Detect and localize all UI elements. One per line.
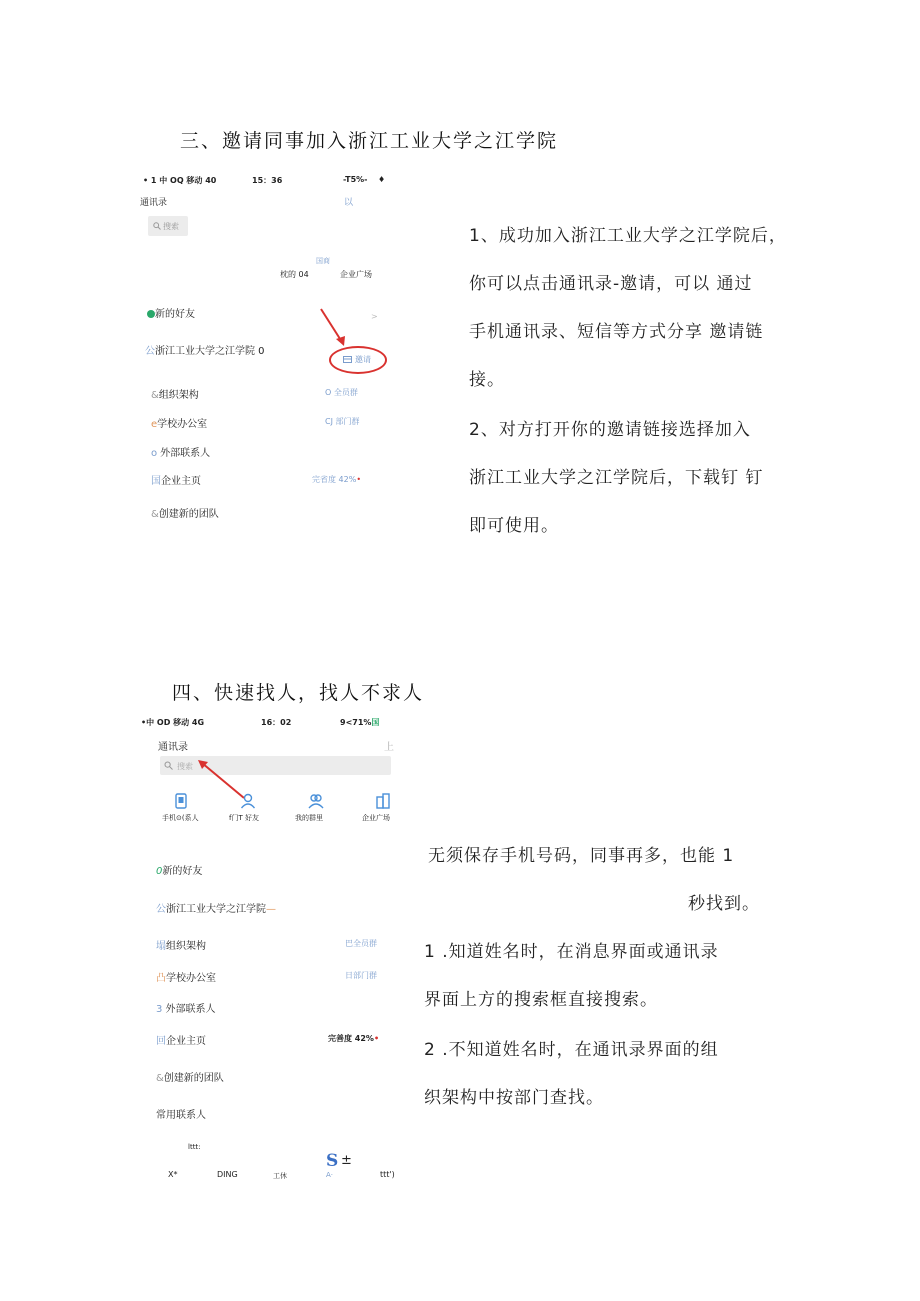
phone-contacts-icon[interactable] — [174, 793, 188, 809]
external-contacts-icon: o — [151, 448, 158, 459]
quick-label-my-groups[interactable]: 我的群里 — [295, 814, 323, 822]
section3-heading: 三、邀请同事加入浙江工业大学之江学院 — [180, 130, 559, 152]
list-item-external-contacts[interactable]: 3 外部联系人 — [156, 1004, 216, 1015]
page-title: 通讯录 — [158, 742, 188, 753]
new-friends-icon — [147, 310, 155, 318]
quick-label-enterprise-square[interactable]: 企业广场 — [362, 814, 390, 822]
my-groups-icon[interactable] — [308, 793, 324, 809]
section4-paragraph-2: 秒找到。 — [688, 894, 760, 914]
search-icon — [164, 761, 173, 770]
list-item-org-structure[interactable]: &组织架构 — [151, 390, 199, 401]
quick-label-left[interactable]: 枕的 04 — [280, 270, 309, 279]
company-icon: 公 — [156, 904, 166, 915]
all-members-group[interactable]: O 全员群 — [325, 388, 358, 397]
section3-paragraph-3: 手机通讯录、短信等方式分享 邀请链 — [469, 322, 764, 342]
search-placeholder: 搜索 — [177, 762, 193, 771]
status-carrier: • 1 中 OQ 移动 40 — [143, 176, 217, 185]
office-icon: e — [151, 419, 158, 430]
enterprise-home-icon: 回 — [156, 1036, 166, 1047]
office-icon: 凸 — [156, 973, 166, 984]
invite-icon — [343, 355, 352, 364]
enterprise-square-label[interactable]: 企业广场 — [340, 270, 372, 279]
status-battery: -T5%- — [343, 175, 368, 184]
list-item-new-friends[interactable]: 0新的好友 — [156, 866, 203, 877]
list-item-new-friends[interactable]: 新的好友 — [147, 305, 195, 320]
section4-paragraph-4: 界面上方的搜索框直接搜索。 — [424, 990, 658, 1010]
list-item-organization[interactable]: 公浙江工业大学之江学院— — [156, 904, 276, 915]
quick-label-friends[interactable]: f门T 好友 — [229, 814, 259, 822]
company-icon: 公 — [145, 346, 155, 357]
list-item-organization[interactable]: 公浙江工业大学之江学院 0 — [145, 346, 265, 357]
tab-contacts[interactable]: A· — [326, 1171, 334, 1179]
section4-heading: 四、快速找人，找人不求人 — [172, 682, 425, 704]
section3-paragraph-7: 即可使用。 — [469, 516, 559, 536]
department-group[interactable]: CJ 部门群 — [325, 417, 360, 426]
add-icon[interactable]: 以 — [344, 198, 354, 208]
status-carrier: •中 OD 移动 4G — [141, 718, 205, 727]
small-label: 国商 — [316, 257, 330, 265]
list-item-enterprise-home[interactable]: 国企业主页 — [151, 476, 201, 487]
all-members-group[interactable]: 巴全员群 — [345, 939, 377, 948]
quick-label-phone-contacts[interactable]: 手机⊙(系人 — [162, 814, 199, 822]
create-team-icon: & — [156, 1073, 164, 1084]
section3-paragraph-6: 浙江工业大学之江学院后，下载钉 钉 — [469, 468, 764, 488]
search-icon — [153, 222, 161, 230]
section4-paragraph-5: 2 .不知道姓名时，在通讯录界面的组 — [424, 1040, 719, 1060]
invite-button[interactable] — [329, 346, 387, 374]
create-team-icon: & — [151, 509, 159, 520]
chevron-right-icon: > — [371, 312, 378, 321]
friends-icon[interactable] — [240, 793, 256, 809]
add-icon[interactable]: 上 — [384, 742, 394, 753]
search-screenshot — [140, 714, 402, 1184]
status-battery: 9<71%国 — [340, 718, 380, 727]
search-input[interactable] — [148, 216, 188, 236]
frequent-contacts-header: 常用联系人 — [156, 1110, 206, 1121]
org-structure-icon: & — [151, 390, 159, 401]
tab-me[interactable]: ttt') — [380, 1170, 395, 1179]
section3-paragraph-5: 2、对方打开你的邀请链接选择加入 — [469, 420, 751, 440]
invite-label: 邀请 — [355, 355, 371, 364]
tab-ding[interactable]: DING — [217, 1170, 238, 1179]
department-group[interactable]: 日部门群 — [345, 971, 377, 980]
list-item-create-team[interactable]: &创建新的团队 — [156, 1073, 224, 1084]
status-time: 15：36 — [252, 176, 283, 185]
red-arrow-annotation — [318, 306, 348, 348]
section4-paragraph-3: 1 .知道姓名时，在消息界面或通讯录 — [424, 942, 719, 962]
new-friends-icon: 0 — [156, 866, 163, 877]
tab-badge-text: lttt: — [188, 1143, 201, 1151]
list-item-enterprise-home[interactable]: 回企业主页 — [156, 1036, 206, 1047]
search-input[interactable] — [160, 756, 391, 775]
list-item-org-structure[interactable]: 塌组织架构 — [156, 941, 206, 952]
tab-messages[interactable]: X* — [168, 1170, 178, 1179]
tab-plus-icon[interactable]: ± — [341, 1153, 352, 1168]
enterprise-square-icon[interactable] — [375, 793, 391, 809]
status-bullet: ♦ — [378, 175, 386, 184]
section3-paragraph-4: 接。 — [469, 370, 505, 390]
org-structure-icon: 塌 — [156, 941, 166, 952]
completion-status: 完善度 42%• — [328, 1034, 380, 1043]
status-time: 16：02 — [261, 718, 292, 727]
red-arrow-annotation — [196, 758, 246, 800]
section3-paragraph-1: 1、成功加入浙江工业大学之江学院后， — [469, 226, 787, 246]
tab-logo-icon[interactable]: S — [326, 1151, 339, 1171]
list-item-create-team[interactable]: &创建新的团队 — [151, 509, 219, 520]
invite-screenshot — [140, 172, 400, 532]
tab-work[interactable]: 工休 — [273, 1172, 287, 1180]
external-contacts-icon: 3 — [156, 1004, 163, 1015]
search-placeholder: 搜索 — [163, 222, 179, 231]
section4-paragraph-1: 无须保存手机号码，同事再多，也能 1 — [428, 846, 735, 866]
enterprise-home-icon: 国 — [151, 476, 161, 487]
completion-status: 完省度 42%• — [312, 475, 362, 484]
section4-paragraph-6: 织架构中按部门查找。 — [424, 1088, 604, 1108]
list-item-school-office[interactable]: 凸学校办公室 — [156, 973, 216, 984]
list-item-school-office[interactable]: e学校办公室 — [151, 419, 208, 430]
list-item-external-contacts[interactable]: o 外部联系人 — [151, 448, 211, 459]
page-title: 通讯录 — [140, 198, 168, 208]
section3-paragraph-2: 你可以点击通讯录-邀请，可以 通过 — [469, 274, 753, 294]
